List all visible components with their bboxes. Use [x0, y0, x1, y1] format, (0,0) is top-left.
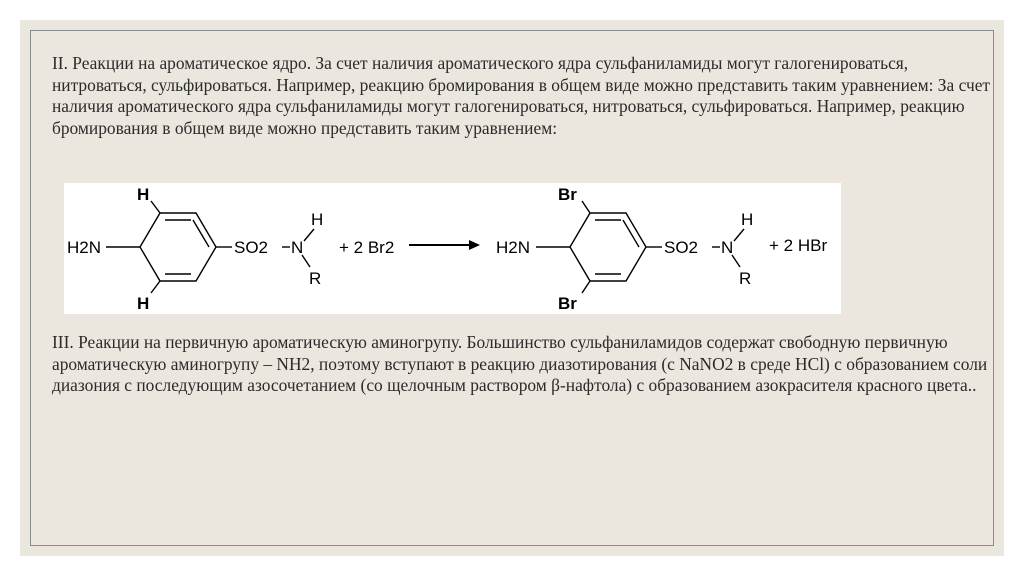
reagent-label: + 2 Br2 — [339, 238, 395, 257]
section-3-paragraph: III. Реакции на первичную ароматическую аминогрупу. Большинство сульфаниламидов содержат свободную первичную ароматическую аминогрупу – NH2, поэтому вступают в реакцию диазотирования (с NaNO2 в среде HCl) с образованием соли диазония с последующим азосочетанием (со щелочным раствором β-нафтола) с образованием азокрасителя красного цвета.. — [52, 332, 988, 395]
reactant-sulfonyl-label: SO2 — [234, 238, 269, 257]
product-sulfonyl-label: SO2 — [664, 238, 699, 257]
reactant-amine-label: H2N — [67, 238, 102, 257]
product-amine-label: H2N — [496, 238, 531, 257]
slide — [20, 20, 1004, 556]
product-nitrogen-label: N — [721, 238, 734, 257]
reactant-n-h-label: H — [311, 210, 324, 229]
section-2-paragraph: II. Реакции на ароматическое ядро. За счет наличия ароматического ядра сульфаниламиды могут галогенироваться, нитроваться, сульфироваться. Например, реакцию бромирования в общем виде можно представить таким уравнением: За счет наличия ароматического ядра сульфаниламиды могут галогенироваться, нитроваться, сульфироваться. Например, реакцию бромирования в общем виде можно представить таким уравнением: — [52, 53, 991, 138]
product-top-br-label: Br — [558, 185, 577, 204]
reaction-diagram — [64, 183, 841, 314]
reactant-bonds — [106, 201, 469, 293]
reactant-nitrogen-label: N — [291, 238, 304, 257]
product-n-r-label: R — [739, 269, 752, 288]
reactant-top-h-label: H — [137, 185, 150, 204]
product-n-h-label: H — [741, 210, 754, 229]
reactant-n-r-label: R — [309, 269, 322, 288]
product-bonds — [536, 201, 744, 293]
byproduct-label: + 2 HBr — [769, 236, 828, 255]
product-bottom-br-label: Br — [558, 294, 577, 313]
bromination-reaction-scheme — [64, 183, 841, 314]
reactant-bottom-h-label: H — [137, 294, 150, 313]
reaction-arrow-head — [469, 240, 480, 250]
content-frame — [30, 30, 994, 546]
